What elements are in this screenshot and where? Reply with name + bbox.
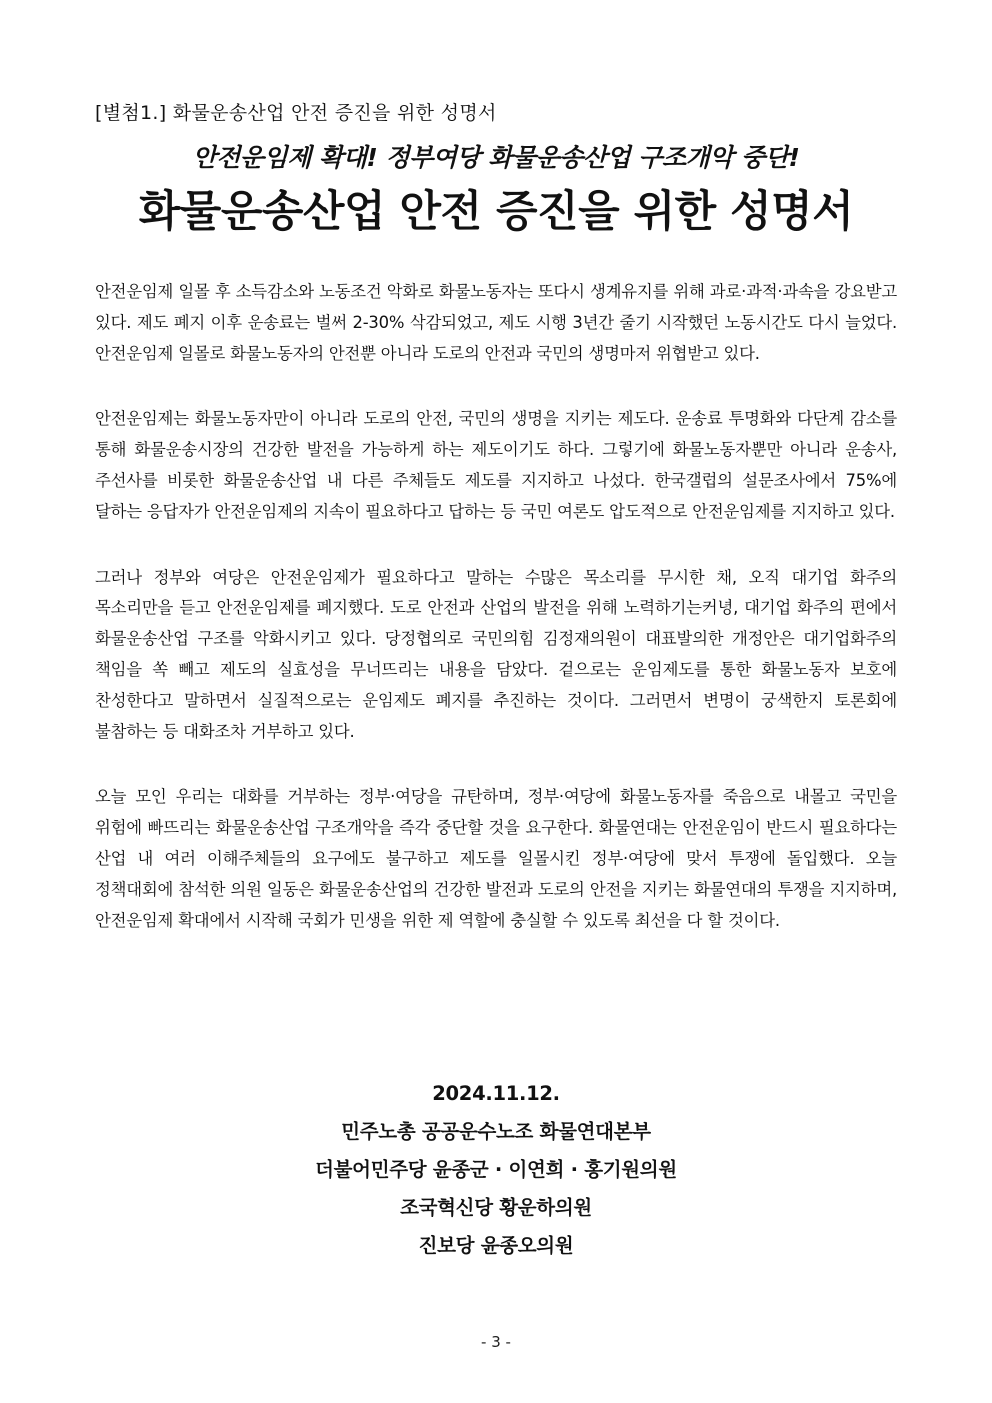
document-title: 화물운송산업 안전 증진을 위한 성명서 bbox=[138, 187, 854, 237]
paragraph-1: 안전운임제 일몰 후 소득감소와 노동조건 악화로 화물노동자는 또다시 생계유지를 위해 과로·과적·과속을 강요받고 있다. 제도 폐지 이후 운송료는 벌써 2-30% 삭감되었고, 제도 시행 3년간 줄기 시작했던 노동시간도 다시 늘었다. 안전운임제 일몰로 화물노동자의 안전뿐 아니라 도로의 안전과 국민의 생명마저 위협받고 있다. bbox=[95, 282, 897, 363]
page-number: - 3 - bbox=[481, 1333, 511, 1351]
signatory-2: 더불어민주당 윤종군 · 이연희 · 홍기원의원 bbox=[315, 1158, 677, 1181]
statement-body bbox=[95, 277, 897, 971]
signature-date: 2024.11.12. bbox=[432, 1082, 560, 1105]
paragraph-3: 그러나 정부와 여당은 안전운임제가 필요하다고 말하는 수많은 목소리를 무시한 채, 오직 대기업 화주의 목소리만을 듣고 안전운임제를 폐지했다. 도로 안전과 산업의 발전을 위해 노력하기는커녕, 대기업 화주의 편에서 화물운송산업 구조를 악화시키고 있다. 당정협의로 국민의힘 김정재의원이 대표발의한 개정안은 대기업화주의 책임을 쏙 빼고 제도의 실효성을 무너뜨리는 내용을 담았다. 겉으로는 운임제도를 통한 화물노동자 보호에 찬성한다고 말하면서 실질적으로는 운임제도 폐지를 추진하는 것이다. 그러면서 변명이 궁색한지 토론회에 불참하는 등 대화조차 거부하고 있다. bbox=[95, 567, 897, 741]
signatory-1: 민주노총 공공운수노조 화물연대본부 bbox=[341, 1120, 651, 1143]
paragraph-2: 안전운임제는 화물노동자만이 아니라 도로의 안전, 국민의 생명을 지키는 제도다. 운송료 투명화와 다단계 감소를 통해 화물운송시장의 건강한 발전을 가능하게 하는 제도이기도 하다. 그렇기에 화물노동자뿐만 아니라 운송사, 주선사를 비롯한 화물운송산업 내 다른 주체들도 제도를 지지하고 나섰다. 한국갤럽의 설문조사에서 75%에 달하는 응답자가 안전운임제의 지속이 필요하다고 답하는 등 국민 여론도 압도적으로 안전운임제를 지지하고 있다. bbox=[95, 409, 897, 521]
attachment-label: [별첨1.] 화물운송산업 안전 증진을 위한 성명서 bbox=[95, 102, 497, 124]
paragraph-4: 오늘 모인 우리는 대화를 거부하는 정부·여당을 규탄하며, 정부·여당에 화물노동자를 죽음으로 내몰고 국민을 위험에 빠뜨리는 화물운송산업 구조개악을 즉각 중단할 것을 요구한다. 화물연대는 안전운임이 반드시 필요하다는 산업 내 여러 이해주체들의 요구에도 불구하고 제도를 일몰시킨 정부·여당에 맞서 투쟁에 돌입했다. 오늘 정책대회에 참석한 의원 일동은 화물운송산업의 건강한 발전과 도로의 안전을 지키는 화물연대의 투쟁을 지지하며, 안전운임제 확대에서 시작해 국회가 민생을 위한 제 역할에 충실할 수 있도록 최선을 다 할 것이다. bbox=[95, 787, 897, 930]
document-subtitle: 안전운임제 확대! 정부여당 화물운송산업 구조개악 중단! bbox=[192, 143, 800, 172]
signature-block bbox=[0, 1075, 992, 1265]
signatory-3: 조국혁신당 황운하의원 bbox=[400, 1196, 592, 1219]
signatory-4: 진보당 윤종오의원 bbox=[418, 1234, 574, 1257]
